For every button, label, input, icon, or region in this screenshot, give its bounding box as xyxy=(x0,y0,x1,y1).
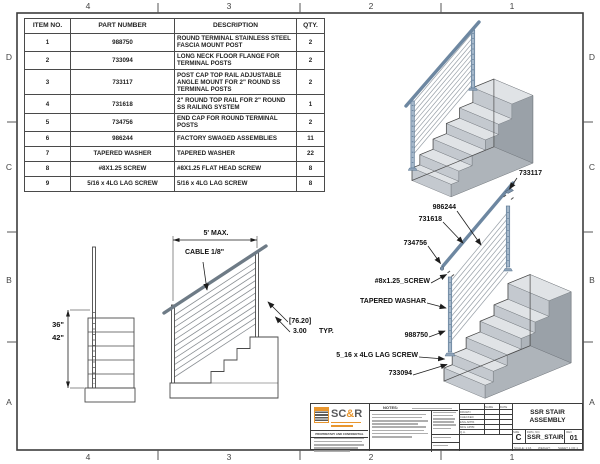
zone-top-1: 1 xyxy=(509,1,515,11)
bom-row: 3 733117 POST CAP TOP RAIL ADJUSTABLE ANGLE MOUNT FOR 2" ROUND SS TERMINAL POSTS 2 xyxy=(25,70,325,95)
span-dimension xyxy=(173,236,257,301)
approval-row-eng: ENG APPR. xyxy=(460,420,476,424)
finish-cell-placeholder xyxy=(431,442,459,452)
approval-row-checked: CHECKED xyxy=(460,415,474,419)
bom-header-row xyxy=(25,19,325,34)
bom-row: 9 5/16 x 4LG LAG SCREW 5/16 x 4LG LAG SCREW 8 xyxy=(25,176,325,191)
top-rail xyxy=(164,246,266,313)
logo-tagline-placeholder xyxy=(331,420,363,428)
title-block-approvals-cell xyxy=(459,404,513,451)
rev-value: 01 xyxy=(569,433,578,442)
callout-731618: 731618 xyxy=(418,216,442,223)
callout-988750: 988750 xyxy=(404,332,428,339)
title-block-title-cell xyxy=(512,404,583,451)
zone-right-d: D xyxy=(588,52,596,62)
end-cap xyxy=(440,267,444,271)
bom-table xyxy=(24,18,325,192)
zone-left-b: B xyxy=(6,275,12,285)
scale-text: SCALE: 1:16 xyxy=(514,446,532,450)
callout-screw: #8x1.25_SCREW xyxy=(374,278,430,285)
title-block-logo-cell xyxy=(311,404,370,451)
approval-row-mfg: MFG APPR. xyxy=(460,425,476,429)
zone-bottom-3: 3 xyxy=(226,452,232,462)
spacing-leaders xyxy=(268,302,290,332)
elevation-main-view xyxy=(164,236,290,398)
rev-label: REV xyxy=(566,430,573,434)
dim-span: 5' MAX. xyxy=(190,230,242,237)
dim-cable: CABLE 1/8" xyxy=(185,249,225,256)
callout-734756: 734756 xyxy=(403,240,427,247)
callout-733117: 733117 xyxy=(519,170,542,177)
company-logo-icon xyxy=(314,407,329,423)
size-label: SIZE xyxy=(513,430,520,434)
isometric-assembled-view xyxy=(406,22,533,197)
proprietary-text-placeholder xyxy=(313,436,365,454)
floor-flange xyxy=(504,269,513,272)
notes-label: NOTES: xyxy=(383,405,399,410)
company-logo-text: SC&R xyxy=(331,408,363,420)
col-part-number: PART NUMBER xyxy=(71,19,175,34)
approval-row-qa: Q.A. xyxy=(460,430,466,434)
notes-text-placeholder xyxy=(371,412,429,439)
dim-height-36: 36" xyxy=(52,320,64,329)
bom-row: 4 731618 2" ROUND TOP RAIL FOR 2" ROUND SS RAILING SYSTEM 1 xyxy=(25,95,325,113)
zone-top-3: 3 xyxy=(226,1,232,11)
callout-986244: 986244 xyxy=(432,204,456,211)
zone-top-4: 4 xyxy=(85,1,91,11)
bom-row: 8 #8X1.25 SCREW #8X1.25 FLAT HEAD SCREW 8 xyxy=(25,161,325,176)
floor-flange xyxy=(445,353,455,356)
callout-lag-screw: 5_16 x 4LG LAG SCREW xyxy=(336,352,418,359)
drawing-title: SSR STAIR ASSEMBLY xyxy=(529,408,566,424)
railing-post xyxy=(172,305,175,383)
zone-left-a: A xyxy=(6,397,12,407)
zone-left-c: C xyxy=(5,162,13,172)
floor-flange xyxy=(469,88,478,90)
approval-row-drawn: DRAWN xyxy=(460,410,471,414)
bom-row: 5 734756 END CAP FOR ROUND TERMINAL POSTS 2 xyxy=(25,113,325,131)
approvals-date-header: DATE xyxy=(500,405,508,409)
callout-washer: TAPERED WASHAR xyxy=(360,298,426,305)
sheet-of-text: SHEET 1 OF 1 xyxy=(558,446,578,450)
bom-row: 1 988750 ROUND TERMINAL STAINLESS STEEL FASCIA MOUNT POST 2 xyxy=(25,33,325,51)
bom-row: 6 986244 FACTORY SWAGED ASSEMBLIES 11 xyxy=(25,131,325,146)
zone-right-c: C xyxy=(588,162,596,172)
dim-spacing-in: 3.00 xyxy=(293,328,307,335)
zone-bottom-1: 1 xyxy=(509,452,515,462)
title-block-notes-cell xyxy=(369,404,460,451)
height-dimension xyxy=(66,310,90,388)
col-description: DESCRIPTION xyxy=(175,19,297,34)
dwg-no-label: DWG. NO. xyxy=(526,430,541,434)
tolerance-block-placeholder xyxy=(431,410,459,434)
elevation-small-view xyxy=(66,247,135,402)
isometric-exploded-view xyxy=(413,178,571,398)
zone-right-a: A xyxy=(589,397,595,407)
bom-row: 2 733094 LONG NECK FLOOR FLANGE FOR TERMINAL POSTS 2 xyxy=(25,51,325,69)
railing-post xyxy=(256,252,259,337)
callout-733094: 733094 xyxy=(388,370,412,377)
size-value: C xyxy=(515,433,522,442)
zone-left-d: D xyxy=(5,52,13,62)
zone-bottom-2: 2 xyxy=(368,452,374,462)
zone-right-b: B xyxy=(589,275,595,285)
approvals-name-header: NAME xyxy=(485,405,494,409)
dwg-no-value: SSR_STAIR xyxy=(527,434,564,441)
bom-row: 7 TAPERED WASHER TAPERED WASHER 22 xyxy=(25,146,325,161)
zone-top-2: 2 xyxy=(368,1,374,11)
dim-height-42: 42" xyxy=(52,333,64,342)
col-item-no: ITEM NO. xyxy=(25,19,71,34)
floor-flange xyxy=(408,168,417,170)
title-block xyxy=(310,403,583,450)
dim-typ: TYP. xyxy=(319,328,334,335)
col-qty: QTY. xyxy=(297,19,325,34)
railing-post xyxy=(411,101,414,168)
proprietary-banner: PROPRIETARY AND CONFIDENTIAL xyxy=(311,430,368,438)
zone-bottom-4: 4 xyxy=(85,452,91,462)
dim-spacing-mm: [76.20] xyxy=(289,318,312,325)
weight-text: WEIGHT: xyxy=(538,446,551,450)
